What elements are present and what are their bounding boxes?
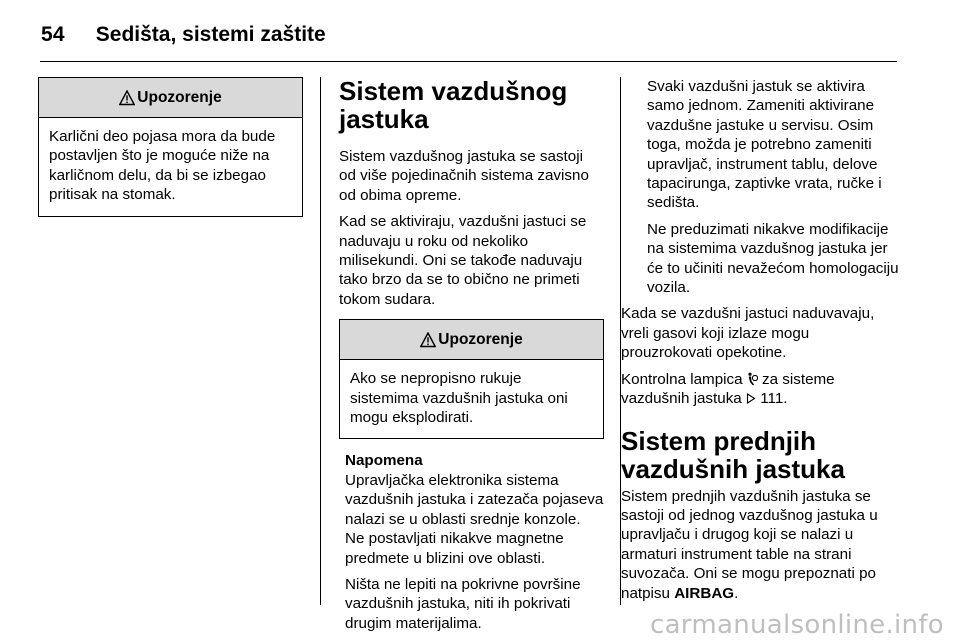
page-header [41,20,326,50]
paragraph: Kada se vazdušni jastuci naduvavaju, vreli gasovi koji izlaze mogu prouzrokovati opekotine. [621,305,875,362]
section-title: Sedišta, sistemi zaštite [95,23,326,46]
warning-text: Ako se nepropisno rukuje sistemima vazdušnih jastuka oni mogu eksplodirati. [350,370,568,427]
page-reference-link[interactable]: 111. [746,390,788,407]
note-paragraph: Upravljačka elektronika sistema vazdušnih jastuka i zatezača pojaseva nalazi se u oblasti srednje konzole. Ne postavljati nikakve magnetne predmete u blizini ove oblasti. [345,471,604,567]
column-1 [38,77,303,217]
warning-text: Karlični deo pojasa mora da bude postavljen što je moguće niže na karličnom delu, da bi se izbegao pritisak na stomak. [49,128,276,204]
page-number: 54 [41,23,65,46]
warning-triangle-icon [119,90,135,106]
watermark: carmanualsonline.info [649,610,944,640]
paragraph: Kad se aktiviraju, vazdušni jastuci se naduvaju u roku od nekoliko milisekundi. Oni se takođe naduvaju tako brzo da se to obično ne primeti tokom sudara. [339,213,587,308]
paragraph: Sistem prednjih vazdušnih jastuka se sastoji od jednog vazdušnog jastuka u upravljaču i drugog koji se nalazi u armaturi instrument table na strani suvozača. Oni se mogu prepoznati po natpisu AIRBAG. [621,487,878,602]
reference-arrow-icon [746,393,756,404]
warning-title: Upozorenje [438,331,523,349]
airbag-system-heading: Sistem vazdušnog jastuka [339,76,568,134]
warning-header [340,320,603,360]
column-3 [621,77,903,610]
airbag-lamp-icon [747,372,758,386]
column-divider [320,77,321,605]
note-continuation [621,77,903,297]
note-paragraph: Ništa ne lepiti na pokrivne površine vazdušnih jastuka, niti ih pokrivati drugim materijalima. [345,575,581,632]
column-2 [339,77,604,640]
paragraph: Sistem vazdušnog jastuka se sastoji od više pojedinačnih sistema zavisno od obima opreme. [339,148,589,204]
note-title: Napomena [345,452,423,470]
warning-title: Upozorenje [137,88,222,106]
warning-box [38,77,303,217]
airbag-label: AIRBAG [674,584,735,602]
note-paragraph: Svaki vazdušni jastuk se aktivira samo jednom. Zameniti aktivirane vazdušne jastuke u servisu. Osim toga, možda je potrebno zameniti upravljač, instrument tablu, delove tapacirunga, zaptivke vrata, ručke i sedišta. [647,78,882,212]
front-airbag-heading: Sistem prednjih vazdušnih jastuka [621,425,845,484]
header-rule [40,61,897,62]
warning-triangle-icon [420,332,436,348]
note-block [339,451,604,633]
warning-box [339,319,604,439]
warning-header [39,78,302,118]
paragraph: Kontrolna lampica za sisteme vazdušnih jastuka 111. [621,370,835,408]
note-paragraph: Ne preduzimati nikakve modifikacije na sistemima vazdušnog jastuka jer će to učiniti nevažećom homologaciju vozila. [647,220,899,297]
